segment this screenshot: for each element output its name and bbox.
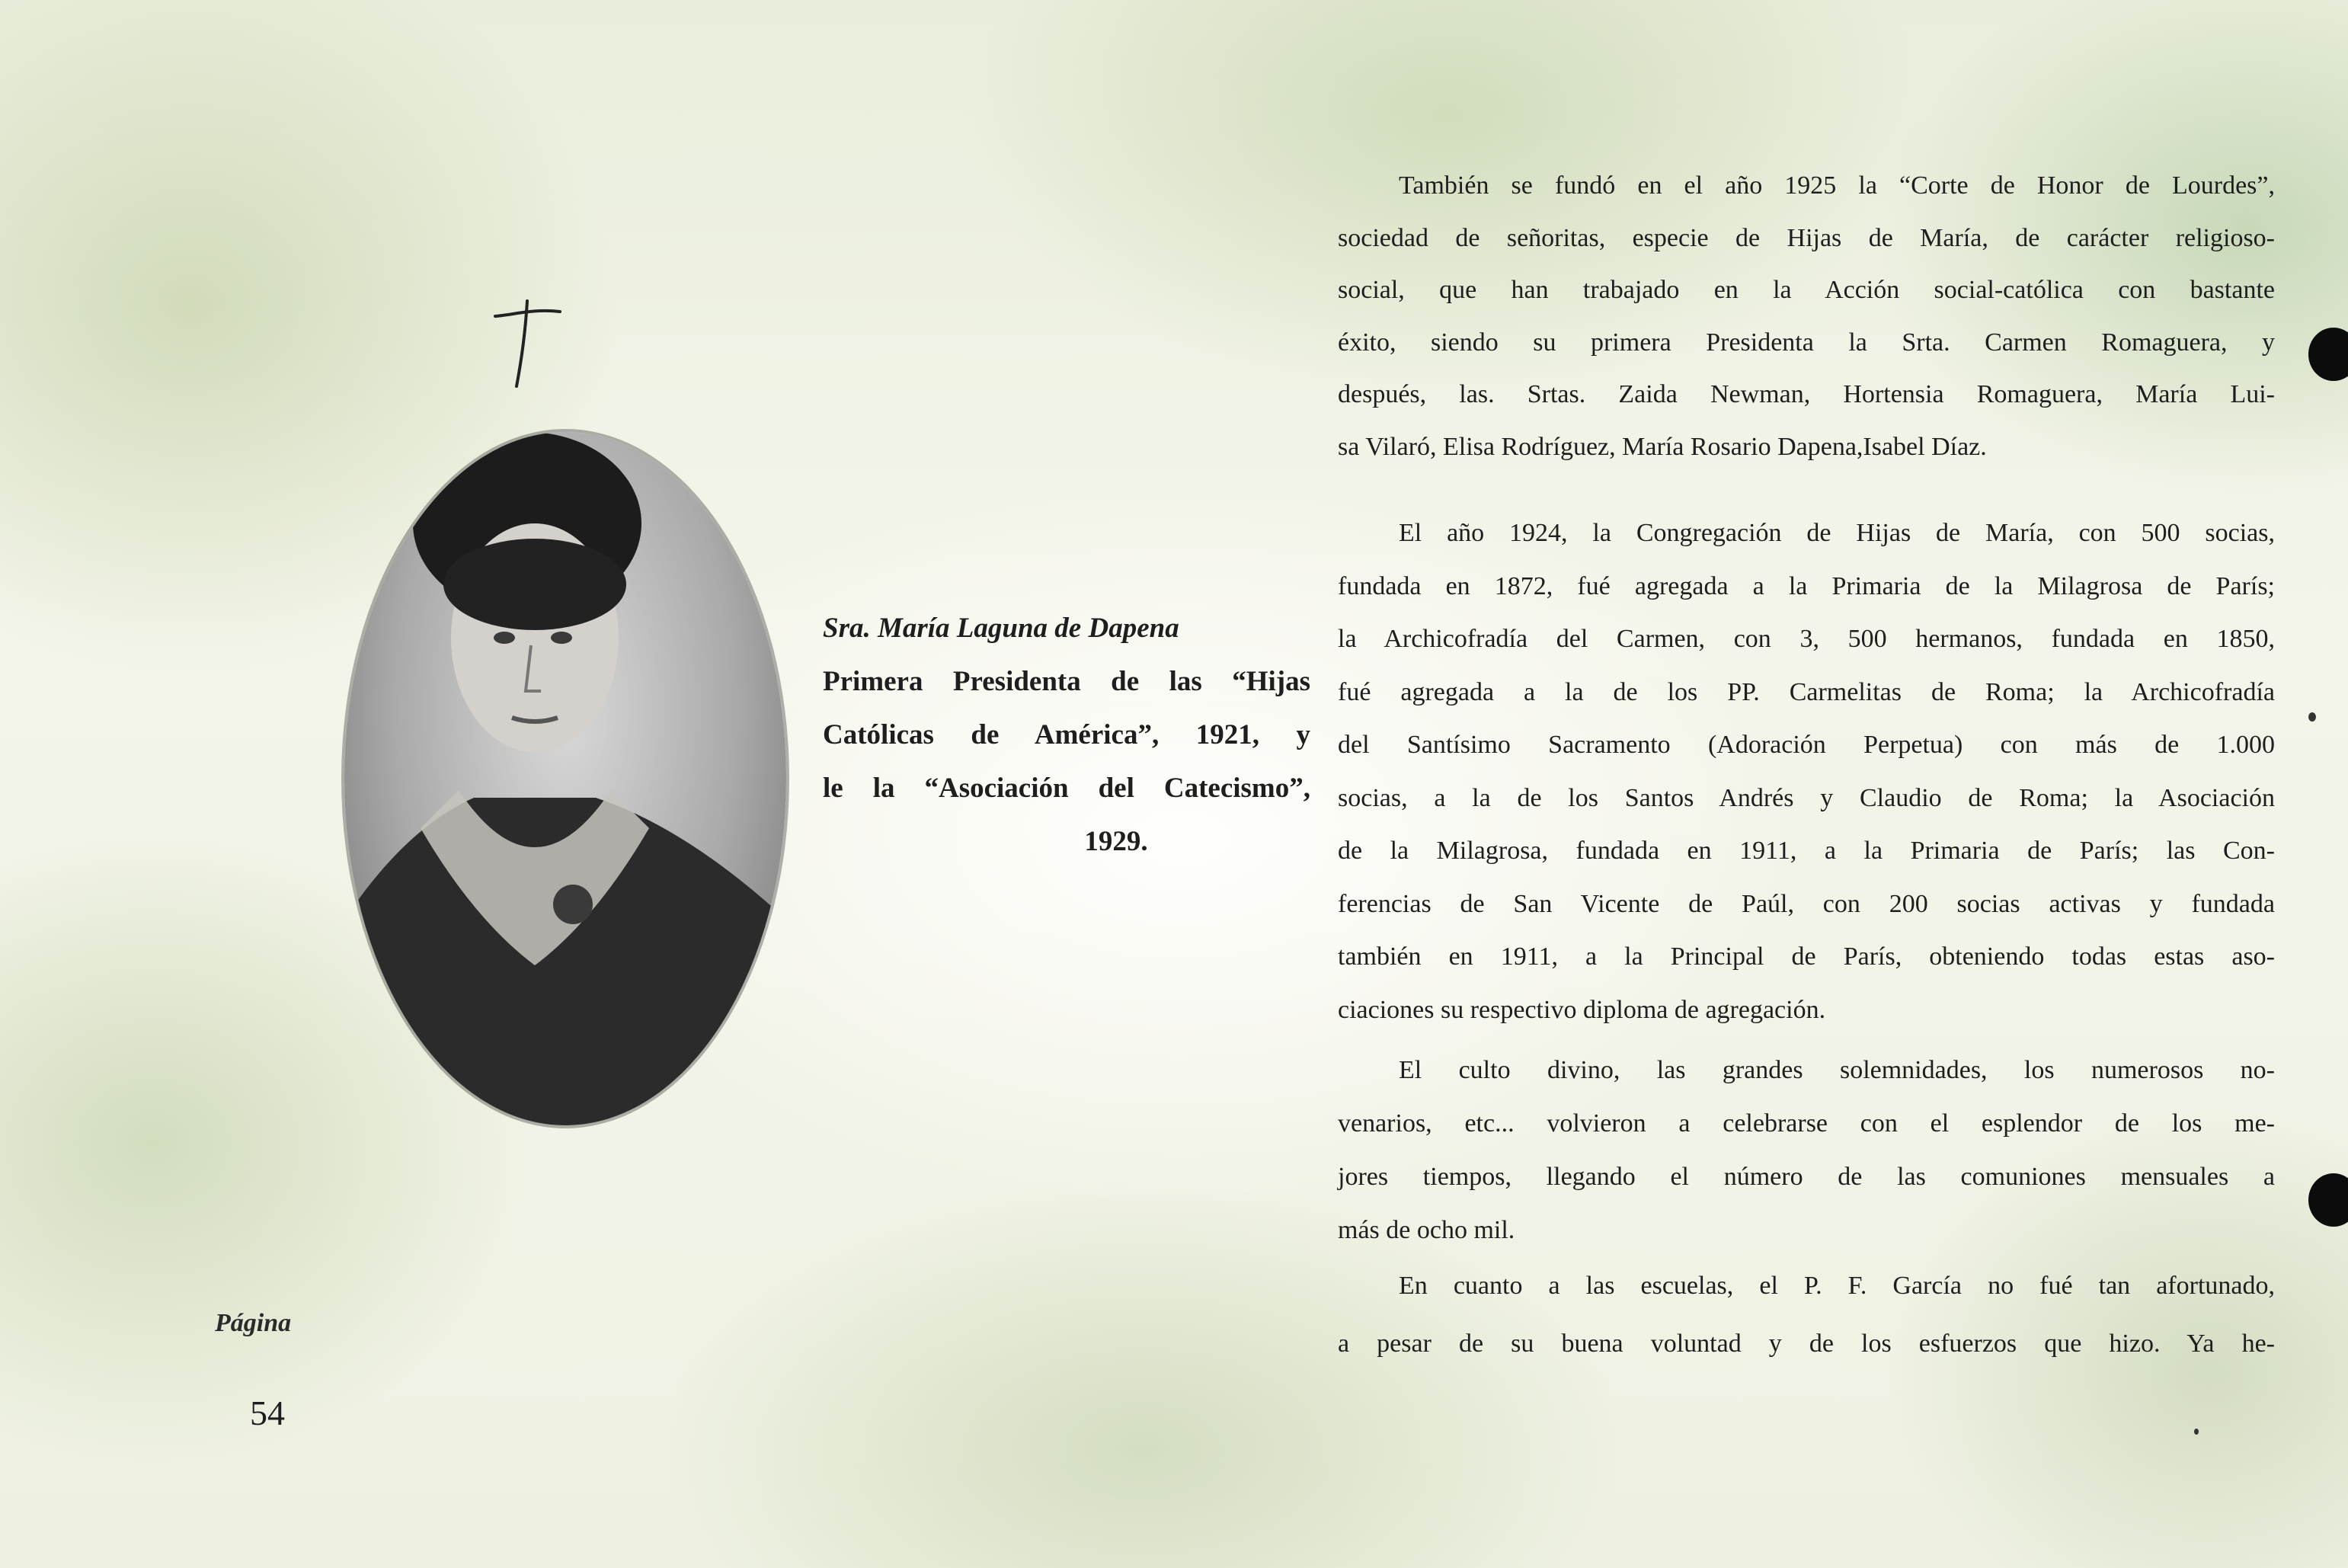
text-line: la Archicofradía del Carmen, con 3, 500 hermanos, fundada en 1850, — [1338, 625, 2275, 653]
text-line: también en 1911, a la Principal de París, obteniendo todas estas aso- — [1338, 942, 2275, 971]
text-line: a pesar de su buena voluntad y de los esfuerzos que hizo. Ya he- — [1338, 1330, 2275, 1358]
binding-hole-bottom — [2308, 1173, 2348, 1227]
text-line: éxito, siendo su primera Presidenta la Srta. Carmen Romaguera, y — [1338, 328, 2275, 357]
text-line: fundada en 1872, fué agregada a la Primaria de la Milagrosa de París; — [1338, 571, 2275, 600]
text-line: sa Vilaró, Elisa Rodríguez, María Rosario Dapena,Isabel Díaz. — [1338, 432, 1987, 461]
binding-hole-top — [2308, 328, 2348, 381]
ink-speck — [2194, 1429, 2199, 1435]
portrait-photo — [344, 432, 786, 1125]
paragraph-escuelas — [1338, 1257, 2275, 1373]
text-line: El año 1924, la Congregación de Hijas de María, con 500 socias, — [1399, 519, 2275, 547]
page-label: Página — [215, 1309, 292, 1337]
text-line: jores tiempos, llegando el número de las comuniones mensuales a — [1338, 1163, 2275, 1191]
woman-portrait-icon — [344, 432, 786, 1125]
text-line: de la Milagrosa, fundada en 1911, a la Primaria de París; las Con- — [1338, 837, 2275, 865]
text-line: social, que han trabajado en la Acción social-católica con bastante — [1338, 276, 2275, 304]
caption-line: Católicas de América”, 1921, y — [823, 719, 1310, 750]
caption-line: Sra. María Laguna de Dapena — [823, 613, 1179, 644]
text-line: sociedad de señoritas, especie de Hijas de María, de carácter religioso- — [1338, 223, 2275, 252]
text-line: del Santísimo Sacramento (Adoración Perpetua) con más de 1.000 — [1338, 731, 2275, 759]
handwritten-cross-mark — [480, 286, 571, 392]
paragraph-corte-de-honor — [1338, 160, 2275, 473]
text-line: fué agregada a la de los PP. Carmelitas de Roma; la Archicofradía — [1338, 677, 2275, 706]
text-line: después, las. Srtas. Zaida Newman, Hortensia Romaguera, María Lui- — [1338, 380, 2275, 408]
text-line: ferencias de San Vicente de Paúl, con 200 socias activas y fundada — [1338, 889, 2275, 918]
text-line: El culto divino, las grandes solemnidades, los numerosos no- — [1399, 1056, 2275, 1084]
paragraph-congregaciones — [1338, 507, 2275, 1036]
page-number: 54 — [250, 1394, 285, 1432]
text-line: venarios, etc... volvieron a celebrarse con el esplendor de los me- — [1338, 1109, 2275, 1138]
caption-line: le la “Asociación del Catecismo”, — [823, 773, 1310, 804]
portrait-caption — [823, 602, 1310, 869]
paragraph-culto-divino — [1338, 1044, 2275, 1257]
caption-line: Primera Presidenta de las “Hijas — [823, 666, 1310, 697]
text-line: más de ocho mil. — [1338, 1216, 1515, 1244]
text-line: ciaciones su respectivo diploma de agregación. — [1338, 995, 1826, 1024]
text-line: En cuanto a las escuelas, el P. F. García no fué tan afortunado, — [1399, 1272, 2275, 1300]
text-line: socias, a la de los Santos Andrés y Claudio de Roma; la Asociación — [1338, 783, 2275, 812]
caption-line: 1929. — [1084, 826, 1148, 857]
ink-speck — [2308, 712, 2316, 722]
text-line: También se fundó en el año 1925 la “Corte de Honor de Lourdes”, — [1399, 171, 2275, 200]
